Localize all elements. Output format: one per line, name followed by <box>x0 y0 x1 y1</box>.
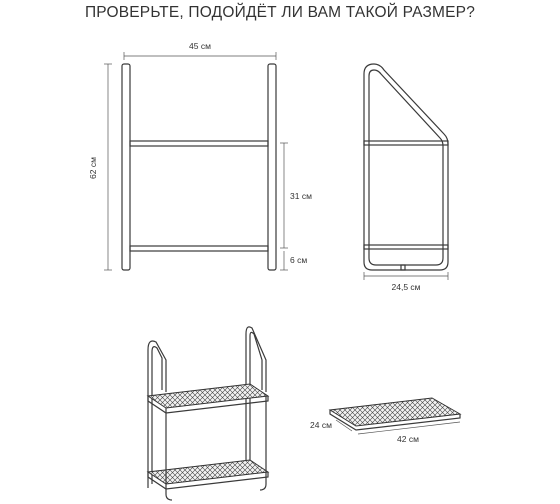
side-top-shelf <box>364 141 448 145</box>
side-foot <box>401 265 405 270</box>
height-dimension <box>88 64 112 270</box>
side-frame-inner <box>369 70 443 265</box>
shelf-length-dimension <box>358 422 460 444</box>
bottom-shelf <box>130 246 268 251</box>
shelf-gap-label: 31 см <box>290 191 312 201</box>
left-post <box>122 64 130 270</box>
shelf-detail-mesh <box>330 398 460 426</box>
bottom-gap-dimension <box>280 251 307 270</box>
shelf-length-label: 42 см <box>397 434 419 444</box>
side-view <box>364 64 448 292</box>
top-shelf <box>130 141 268 146</box>
width-dimension <box>124 41 276 60</box>
side-frame-outer <box>364 64 448 270</box>
height-label: 62 см <box>88 157 98 179</box>
shelf-gap-dimension <box>280 143 312 248</box>
page-title: ПРОВЕРЬТЕ, ПОДОЙДЁТ ЛИ ВАМ ТАКОЙ РАЗМЕР? <box>84 4 476 21</box>
width-label: 45 см <box>189 41 211 51</box>
bottom-gap-label: 6 см <box>290 255 308 265</box>
rack-right-post <box>246 327 266 474</box>
shelf-depth-dimension <box>310 420 352 431</box>
shelf-detail <box>310 398 460 444</box>
side-bottom-shelf <box>364 245 448 249</box>
depth-label: 24,5 см <box>391 282 421 292</box>
depth-dimension <box>364 272 448 292</box>
shelf-depth-label: 24 см <box>310 420 332 430</box>
front-view <box>88 41 312 270</box>
rack-left-post <box>148 341 166 488</box>
perspective-rack <box>148 327 268 500</box>
right-post <box>268 64 276 270</box>
